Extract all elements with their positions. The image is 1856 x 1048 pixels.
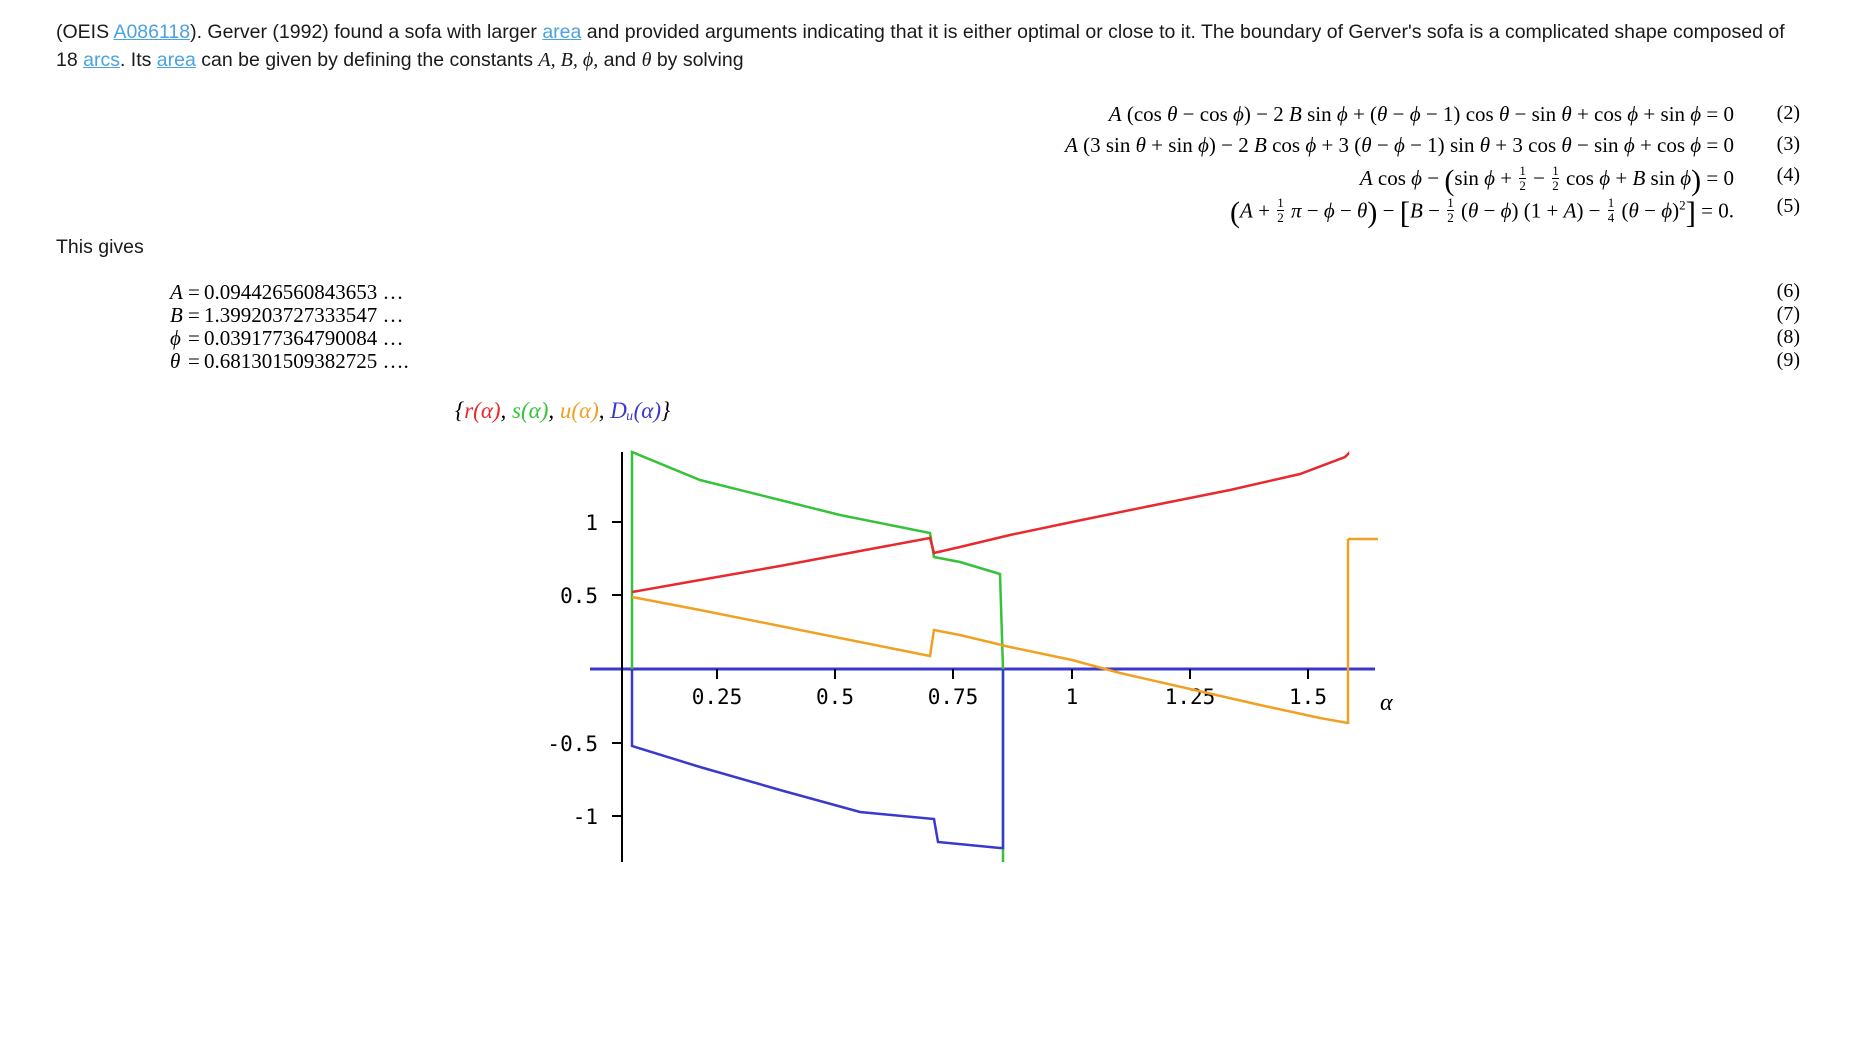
- equation-5: (A + $\frac{1}{2}$ π − ϕ − θ) − [B − $\frac{1}{2}$ (θ − ϕ) (1 + A) − $\frac{1}{4}$ $(\theta - \phi)^2] = 0$. (5): [1230, 195, 1800, 230]
- intro-part2: and provided arguments indicating that it is either optimal or close to it. The boundary of Gerver's sofa is a complicated shape composed of 18: [56, 21, 1785, 71]
- equation-tag: (2): [1776, 102, 1800, 124]
- constant-row-a: [170, 280, 409, 303]
- constant-tag: (8): [1776, 326, 1800, 348]
- constant-value: 0.094426560843653 …: [204, 280, 404, 304]
- constant-tag: (9): [1776, 349, 1800, 371]
- x-tick-label-0.5: 0.5: [816, 685, 854, 709]
- plot-title-sep3: ,: [598, 398, 611, 423]
- intro-part3: . Its: [119, 49, 157, 71]
- intro-prefix: (OEIS: [56, 21, 114, 43]
- constant-value: 0.039177364790084 …: [204, 326, 404, 350]
- x-tick-label-1.5: 1.5: [1289, 685, 1327, 709]
- equation-tag: (5): [1776, 195, 1800, 217]
- y-tick-label-1: 1: [585, 511, 598, 535]
- legend-r: r(α): [464, 398, 501, 423]
- plot-title-brace-close: }: [661, 398, 671, 423]
- x-axis-label: α: [1380, 690, 1393, 716]
- intro-part6: by solving: [651, 49, 744, 71]
- constant-symbol: θ: [170, 349, 181, 373]
- constant-tag: (7): [1776, 303, 1800, 325]
- constant-symbol: A: [170, 280, 183, 304]
- constant-symbol: B: [170, 303, 183, 327]
- constant-value: 0.681301509382725 ….: [204, 349, 409, 373]
- constant-equals: =: [188, 349, 200, 373]
- equation-tag: (4): [1776, 164, 1800, 186]
- plot-canvas: [0, 392, 1856, 1048]
- legend-du: Dᵤ(α): [610, 398, 662, 423]
- x-tick-label-1: 1: [1065, 685, 1079, 709]
- y-tick-label-neg0.5: -0.5: [547, 732, 598, 756]
- y-tick-label-0.5: 0.5: [560, 584, 598, 608]
- plot-title-sep2: ,: [548, 398, 560, 423]
- equation-block: [0, 102, 1856, 230]
- legend-u: u(α): [559, 398, 599, 423]
- constant-equals: =: [188, 326, 200, 350]
- intro-part5: and: [598, 49, 642, 71]
- x-tick-label-1.25: 1.25: [1164, 685, 1216, 709]
- x-tick-label-0.25: 0.25: [691, 685, 743, 709]
- equation-3: A (3 sin θ + sin ϕ) − 2 B cos ϕ + 3 (θ − ϕ − 1) sin θ + 3 cos θ − sin ϕ + cos ϕ = 0 (3): [1065, 133, 1800, 157]
- constant-row-b: [170, 303, 409, 326]
- intro-part1: ). Gerver (1992) found a sofa with larger: [190, 21, 543, 43]
- inline-constants: A, B, ϕ,: [538, 49, 599, 71]
- oeis-link[interactable]: A086118: [113, 21, 191, 43]
- constants-list: [170, 280, 409, 372]
- arcs-link[interactable]: arcs: [83, 49, 120, 71]
- constant-row-theta: [170, 349, 409, 372]
- constants-tag-list: [1777, 280, 1800, 372]
- plot-figure: [0, 392, 1856, 1048]
- area-link-1[interactable]: area: [542, 21, 582, 43]
- inline-theta: θ: [641, 49, 652, 71]
- x-tick-label-0.75: 0.75: [927, 685, 979, 709]
- constant-equals: =: [188, 280, 200, 304]
- area-link-2[interactable]: area: [156, 49, 196, 71]
- y-tick-label-neg1: -1: [572, 805, 598, 829]
- constant-row-phi: [170, 326, 409, 349]
- intro-paragraph: [56, 18, 1786, 74]
- plot-title-brace-open: {: [455, 398, 465, 423]
- constant-value: 1.399203727333547 …: [204, 303, 404, 327]
- constant-equals: =: [188, 303, 200, 327]
- intro-part4: can be given by defining the constants: [195, 49, 539, 71]
- equation-tag: (3): [1776, 133, 1800, 155]
- constant-tag: (6): [1776, 280, 1800, 302]
- equation-2: A (cos θ − cos ϕ) − 2 B sin ϕ + (θ − ϕ − 1) cos θ − sin θ + cos ϕ + sin ϕ = 0 (2): [1108, 102, 1800, 126]
- legend-s: s(α): [512, 398, 549, 423]
- equation-4: A cos ϕ − (sin ϕ + $\frac{1}{2}$ − $\frac{1}{2}$ cos ϕ + B sin ϕ) = 0 (4): [1359, 163, 1800, 197]
- plot-title-sep1: ,: [500, 398, 513, 423]
- constant-symbol: ϕ: [170, 326, 181, 350]
- this-gives-text: This gives: [56, 236, 144, 258]
